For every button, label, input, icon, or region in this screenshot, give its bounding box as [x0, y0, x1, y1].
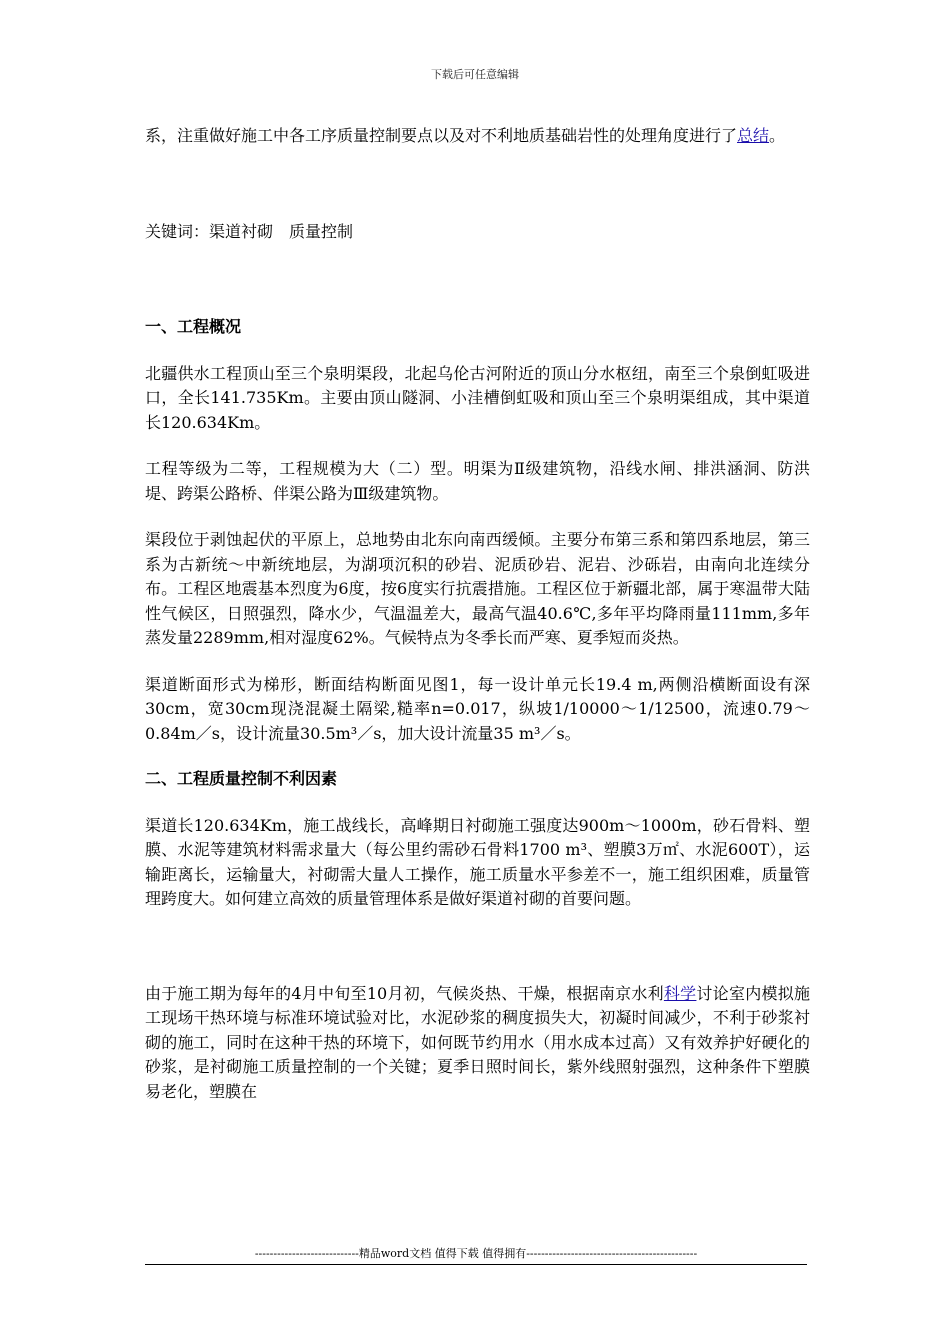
paragraph-factors: 渠道长120.634Km，施工战线长，高峰期日衬砌施工强度达900m～1000m，砂石骨料、塑膜、水泥等建筑材料需求量大（每公里约需砂石骨料1700 m³、塑膜3万㎡、水泥600T），运输距离长，运输量大，衬砌需大量人工操作，施工质量水平参差不一，施工组织困难，质量管理跨度大。如何建立高效的质量管理体系是做好渠道衬砌的首要问题。 [145, 815, 810, 908]
paragraph-climate [145, 982, 810, 1105]
paragraph-text: 。 [769, 126, 786, 145]
paragraph-grade: 工程等级为二等，工程规模为大（二）型。明渠为Ⅱ级建筑物，沿线水闸、排洪涵洞、防洪堤、跨渠公路桥、伴渠公路为Ⅲ级建筑物。 [145, 459, 810, 503]
link-summary[interactable]: 总结 [737, 126, 770, 145]
paragraph-overview: 北疆供水工程顶山至三个泉明渠段，北起乌伦古河附近的顶山分水枢纽，南至三个泉倒虹吸进口，全长141.735Km。主要由顶山隧洞、小洼槽倒虹吸和顶山至三个泉明渠组成，其中渠道长120.634Km。 [145, 363, 810, 432]
page-header: 下载后可任意编辑 [431, 68, 519, 81]
paragraph-intro-tail [145, 124, 810, 149]
paragraph-section-form: 渠道断面形式为梯形，断面结构断面见图1，每一设计单元长19.4 m,两侧沿横断面设有深30cm，宽30cm现浇混凝土隔梁,糙率n=0.017，纵坡1/10000～1/12500，流速0.79～0.84m／s，设计流量30.5m³／s，加大设计流量35 m³／s。 [145, 674, 810, 743]
section-heading-2: 二、工程质量控制不利因素 [145, 769, 338, 788]
document-body [145, 124, 810, 1104]
paragraph-text: 讨论室内模拟施工现场干热环境与标准环境试验对比，水泥砂浆的稠度损失大，初凝时间减少，不利于砂浆衬砌的施工，同时在这种干热的环境下，如何既节约用水（用水成本过高）又有效养护好硬化的砂浆，是衬砌施工质量控制的一个关键；夏季日照时间长，紫外线照射强烈，这种条件下塑膜易老化，塑膜在 [145, 983, 810, 1101]
keywords: 关键词：渠道衬砌 质量控制 [145, 221, 354, 241]
paragraph-text: 由于施工期为每年的4月中旬至10月初，气候炎热、干燥，根据南京水利 [145, 983, 664, 1003]
paragraph-text: 系，注重做好施工中各工序质量控制要点以及对不利地质基础岩性的处理角度进行了 [145, 126, 738, 145]
link-science[interactable]: 科学 [663, 983, 697, 1003]
page-footer: ----------------------------精品word文档 值得下载 值得拥有---------------------------------------------- [145, 1245, 807, 1265]
paragraph-geology: 渠段位于剥蚀起伏的平原上，总地势由北东向南西缓倾。主要分布第三系和第四系地层，第三系为古新统～中新统地层，为湖项沉积的砂岩、泥质砂岩、泥岩、沙砾岩，由南向北连续分布。工程区地震基本烈度为6度，按6度实行抗震措施。工程区位于新疆北部，属于寒温带大陆性气候区，日照强烈，降水少，气温温差大，最高气温40.6℃,多年平均降雨量111mm,多年蒸发量2289mm,相对湿度62%。气候特点为冬季长而严寒、夏季短而炎热。 [145, 530, 810, 647]
section-heading-1: 一、工程概况 [145, 317, 242, 336]
